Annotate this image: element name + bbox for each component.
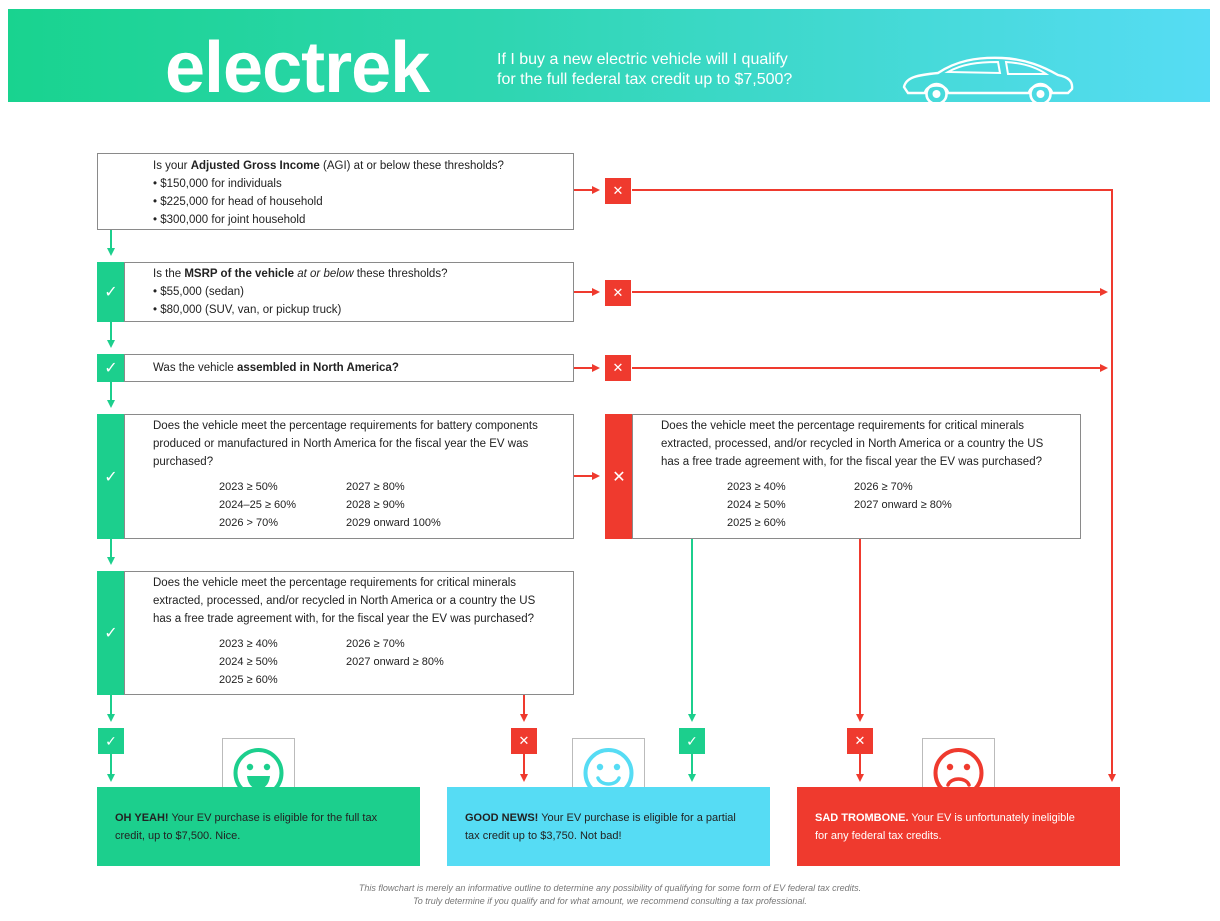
question-battery — [124, 414, 574, 539]
battery-question-line: purchased? — [153, 456, 214, 468]
question-minerals-partial — [632, 414, 1081, 539]
result-no-credit: SAD TROMBONE. Your EV is unfortunately ineligible for any federal tax credits. — [797, 787, 1120, 866]
minerals-question-line: has a free trade agreement with, for the fiscal year the EV was purchased? — [153, 613, 534, 625]
cross-badge: ✕ — [511, 728, 537, 754]
minerals-thresholds-col1: 2023 ≥ 40% 2024 ≥ 50% 2025 ≥ 60% — [219, 638, 278, 686]
cross-badge: ✕ — [605, 178, 631, 204]
cross-badge: ✕ — [847, 728, 873, 754]
agi-item: • $225,000 for head of household — [153, 196, 323, 208]
msrp-item: • $55,000 (sedan) — [153, 286, 244, 298]
cross-bar: ✕ — [605, 414, 633, 539]
minerals-thresholds-col1: 2023 ≥ 40% 2024 ≥ 50% 2025 ≥ 60% — [727, 481, 786, 529]
battery-question-line: produced or manufactured in North America for the fiscal year the EV was — [153, 438, 529, 450]
minerals-thresholds-col2: 2026 ≥ 70% 2027 onward ≥ 80% — [346, 638, 444, 668]
result-partial-credit: GOOD NEWS! Your EV purchase is eligible for a partial tax credit up to $3,750. Not bad! — [447, 787, 770, 866]
check-badge: ✓ — [679, 728, 705, 754]
question-msrp — [124, 262, 574, 322]
agi-question-text: Is your Adjusted Gross Income (AGI) at or below these thresholds? — [153, 160, 504, 172]
battery-thresholds-col2: 2027 ≥ 80% 2028 ≥ 90% 2029 onward 100% — [346, 481, 441, 529]
msrp-item: • $80,000 (SUV, van, or pickup truck) — [153, 304, 342, 316]
minerals-question-line: has a free trade agreement with, for the fiscal year the EV was purchased? — [661, 456, 1042, 468]
battery-thresholds-col1: 2023 ≥ 50% 2024–25 ≥ 60% 2026 > 70% — [219, 481, 296, 529]
headline-line2: for the full federal tax credit up to $7,500? — [497, 71, 793, 88]
check-bar: ✓ — [97, 414, 125, 539]
question-minerals — [124, 571, 574, 695]
agi-item: • $300,000 for joint household — [153, 214, 306, 226]
check-bar: ✓ — [97, 354, 125, 382]
electrek-logo: electrek — [165, 28, 430, 102]
check-bar: ✓ — [97, 571, 125, 695]
minerals-thresholds-col2: 2026 ≥ 70% 2027 onward ≥ 80% — [854, 481, 952, 511]
msrp-question-text: Is the MSRP of the vehicle at or below these thresholds? — [153, 268, 448, 280]
assembly-question-text: Was the vehicle assembled in North America? — [153, 362, 399, 374]
minerals-question-line: extracted, processed, and/or recycled in North America or a country the US — [661, 438, 1044, 450]
check-badge: ✓ — [98, 728, 124, 754]
cross-badge: ✕ — [605, 355, 631, 381]
cross-badge: ✕ — [605, 280, 631, 306]
check-bar: ✓ — [97, 262, 125, 322]
minerals-question-line: Does the vehicle meet the percentage requirements for critical minerals — [661, 420, 1025, 432]
question-assembly — [124, 354, 574, 382]
result-partial-title: GOOD NEWS! — [465, 811, 539, 824]
result-full-credit: OH YEAH! Your EV purchase is eligible for the full tax credit, up to $7,500. Nice. — [97, 787, 420, 866]
headline-line1: If I buy a new electric vehicle will I qualify — [497, 51, 788, 68]
minerals-question-line: extracted, processed, and/or recycled in North America or a country the US — [153, 595, 536, 607]
result-none-title: SAD TROMBONE. — [815, 811, 909, 824]
result-full-title: OH YEAH! — [115, 811, 169, 824]
minerals-question-line: Does the vehicle meet the percentage requirements for critical minerals — [153, 577, 517, 589]
disclaimer-line1: This flowchart is merely an informative outline to determine any possibility of qualifying for some form of EV federal tax credits. — [358, 883, 862, 893]
agi-item: • $150,000 for individuals — [153, 178, 282, 190]
battery-question-line: Does the vehicle meet the percentage requirements for battery components — [153, 420, 538, 432]
disclaimer-line2: To truly determine if you qualify and for what amount, we recommend consulting a tax professional. — [413, 896, 807, 906]
question-agi — [97, 153, 574, 230]
